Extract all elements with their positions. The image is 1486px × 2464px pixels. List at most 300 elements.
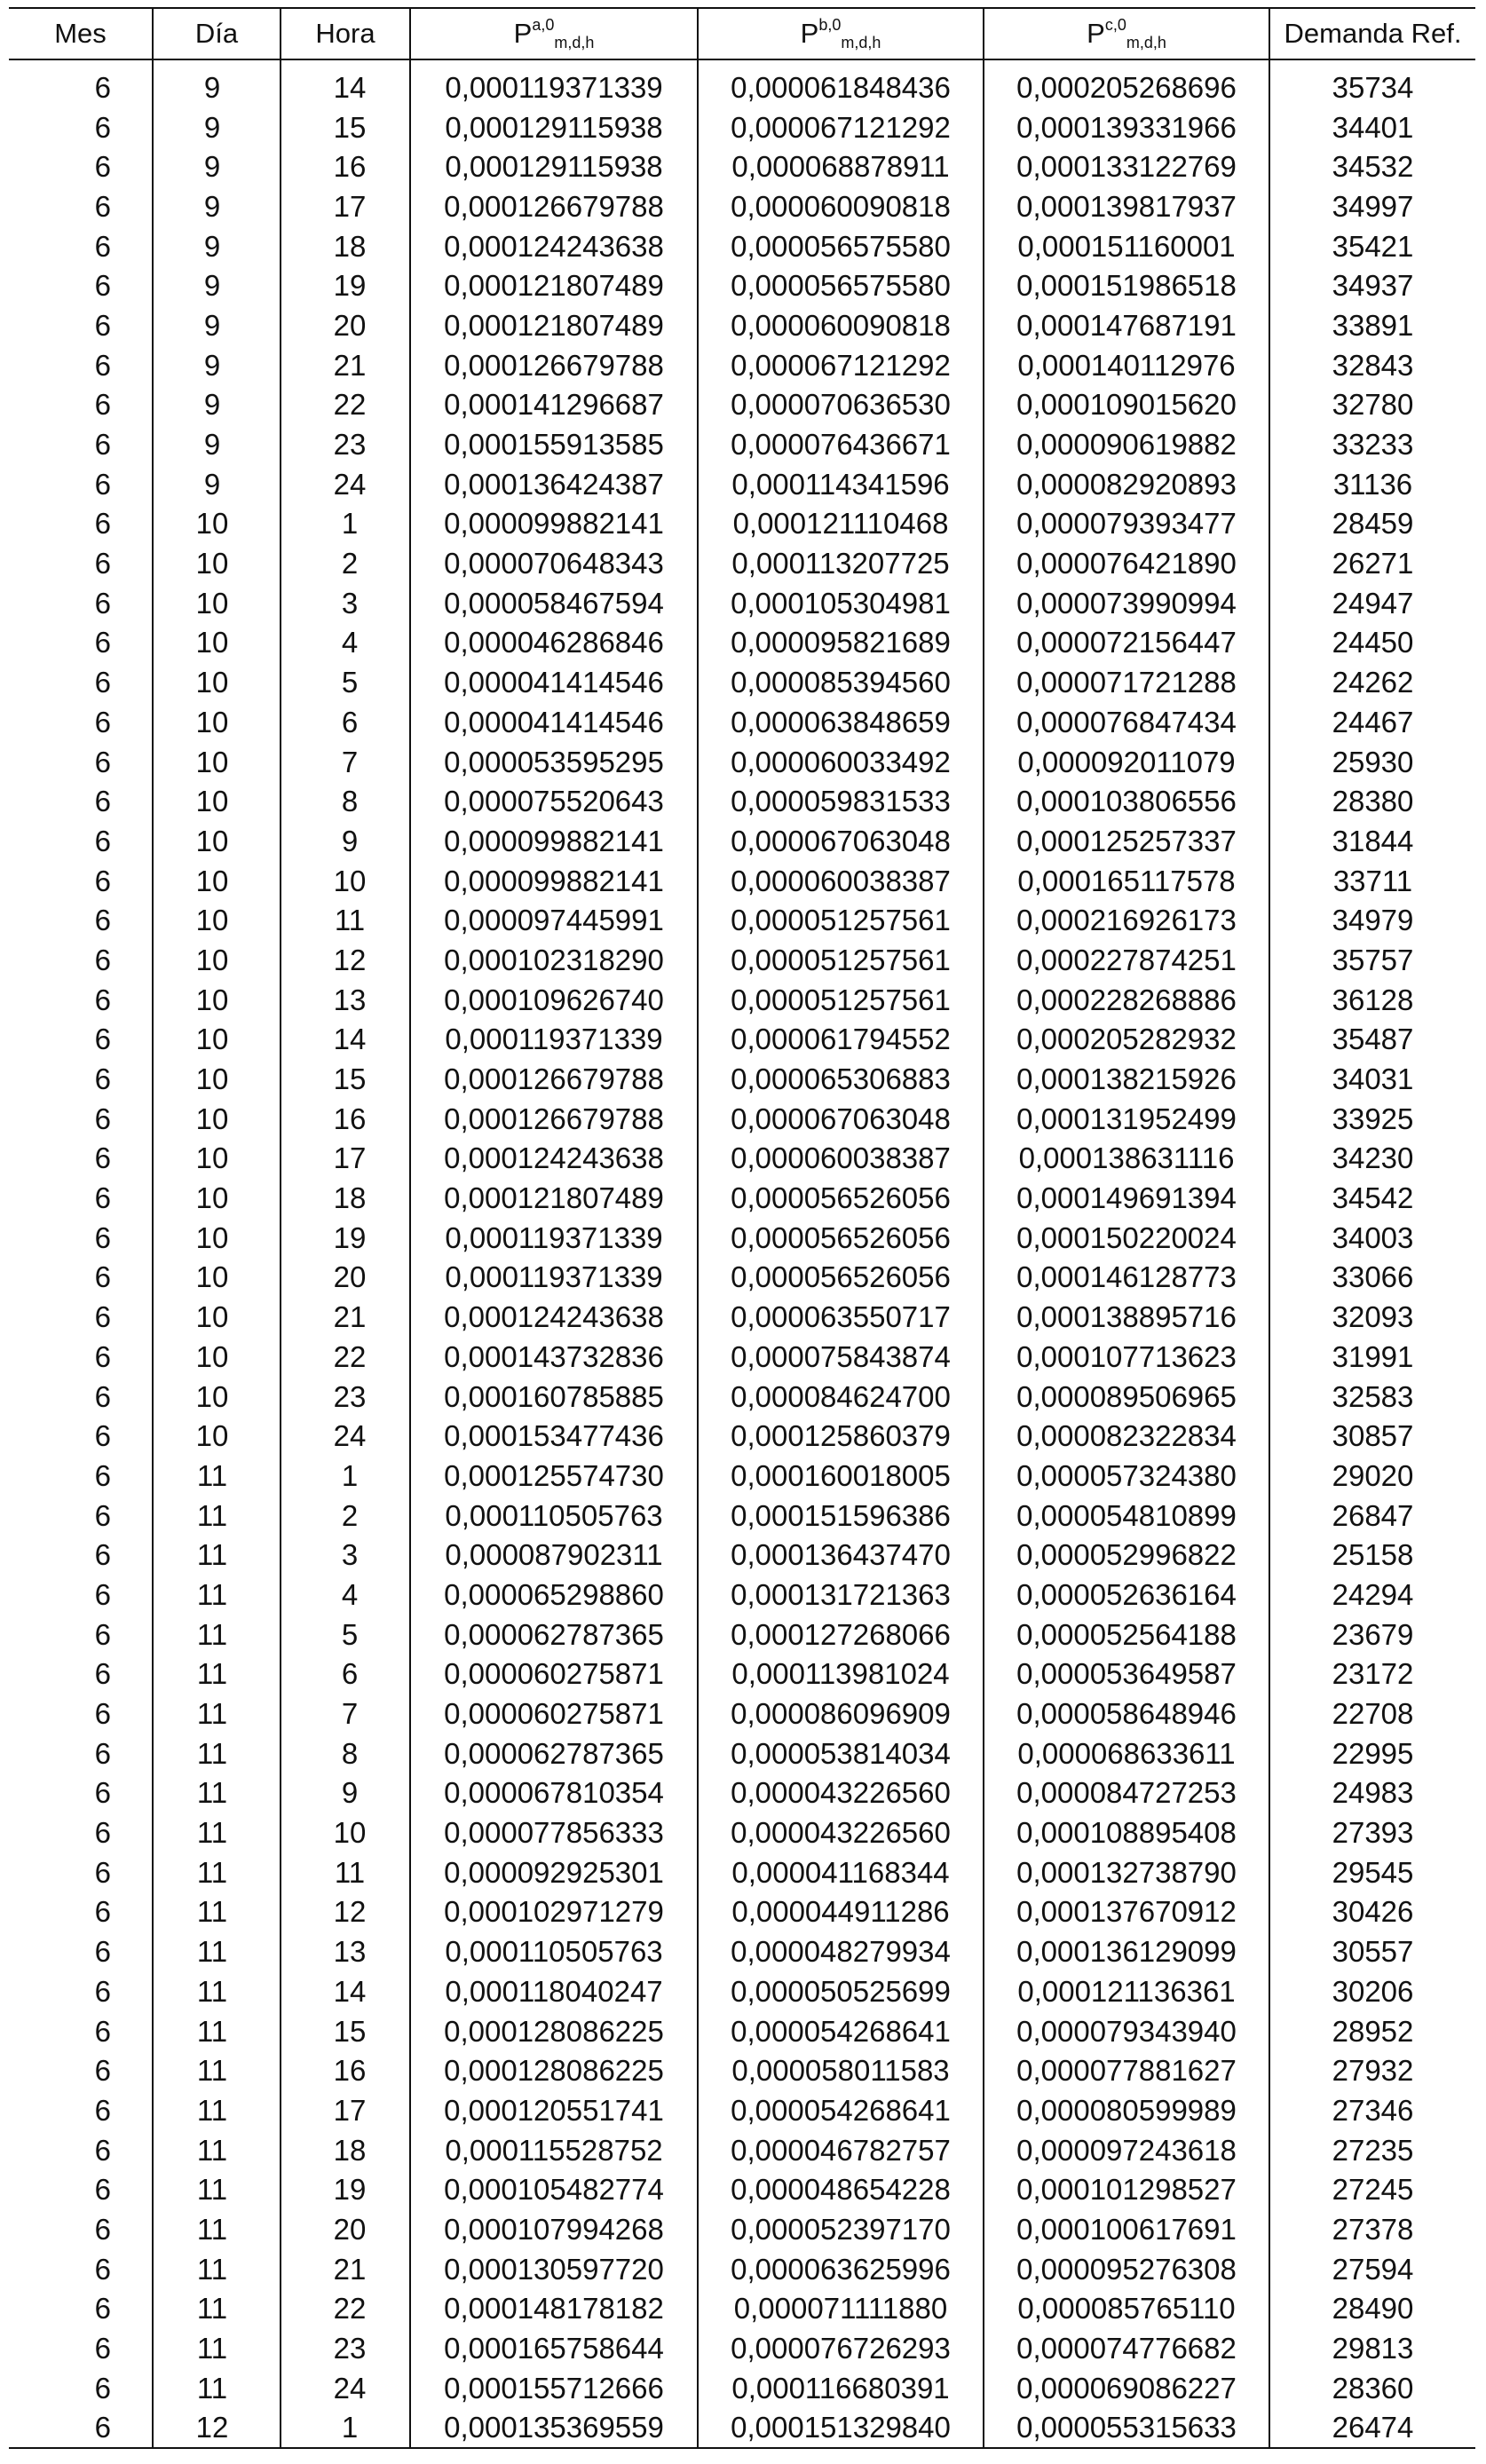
table-row (9, 2090, 1475, 2130)
cell-mes: 6 (94, 1339, 111, 1373)
cell-hora: 11 (281, 900, 410, 940)
cell-pb: 0,000060090818 (698, 305, 984, 345)
cell-pb: 0,000075843874 (698, 1337, 984, 1377)
cell-pc: 0,000149691394 (984, 1178, 1269, 1218)
cell-pa: 0,000119371339 (410, 1020, 698, 1060)
cell-pc: 0,000092011079 (984, 742, 1269, 782)
cell-dem: 34997 (1269, 186, 1475, 226)
cell-dia: 11 (153, 2050, 281, 2090)
cell-mes: 6 (94, 586, 111, 620)
cell-dia: 11 (153, 1733, 281, 1773)
cell-dia: 11 (153, 2209, 281, 2249)
cell-pc: 0,000052636164 (984, 1575, 1269, 1615)
cell-pa: 0,000041414546 (410, 702, 698, 742)
cell-pa: 0,000062787365 (410, 1615, 698, 1655)
table-row (9, 1377, 1475, 1417)
table-row (9, 583, 1475, 623)
cell-mes: 6 (94, 1895, 111, 1929)
cell-pa: 0,000060275871 (410, 1655, 698, 1694)
cell-pb: 0,000046782757 (698, 2130, 984, 2170)
table-row (9, 1655, 1475, 1694)
table-row (9, 940, 1475, 980)
cell-mes: 6 (94, 348, 111, 382)
cell-pc: 0,000054810899 (984, 1496, 1269, 1536)
cell-pb: 0,000061794552 (698, 1020, 984, 1060)
cell-dia: 9 (153, 305, 281, 345)
cell-dem: 28459 (1269, 504, 1475, 544)
cell-pa: 0,000126679788 (410, 1059, 698, 1099)
cell-pc: 0,000052996822 (984, 1535, 1269, 1575)
cell-dia: 10 (153, 1258, 281, 1298)
cell-mes: 6 (94, 110, 111, 144)
cell-dem: 32843 (1269, 345, 1475, 385)
cell-mes: 6 (94, 1697, 111, 1731)
cell-pb: 0,000048654228 (698, 2169, 984, 2209)
cell-dem: 28952 (1269, 2011, 1475, 2051)
cell-pb: 0,000051257561 (698, 940, 984, 980)
cell-dem: 33233 (1269, 424, 1475, 464)
cell-pb: 0,000061848436 (698, 59, 984, 107)
cell-pa: 0,000053595295 (410, 742, 698, 782)
cell-hora: 21 (281, 345, 410, 385)
header-pa-sub: m,d,h (554, 34, 595, 51)
cell-dem: 26474 (1269, 2408, 1475, 2449)
header-demanda: Demanda Ref. (1269, 8, 1475, 59)
cell-dem: 27245 (1269, 2169, 1475, 2209)
table-header (9, 8, 1475, 59)
cell-pa: 0,000141296687 (410, 385, 698, 425)
cell-pc: 0,000074776682 (984, 2328, 1269, 2368)
cell-pa: 0,000120551741 (410, 2090, 698, 2130)
table-row (9, 2328, 1475, 2368)
cell-dem: 33891 (1269, 305, 1475, 345)
cell-pc: 0,000139817937 (984, 186, 1269, 226)
table-row (9, 861, 1475, 901)
cell-mes: 6 (94, 1736, 111, 1770)
cell-mes: 6 (94, 1974, 111, 2008)
cell-hora: 17 (281, 1139, 410, 1179)
cell-hora: 9 (281, 821, 410, 861)
cell-pa: 0,000062787365 (410, 1733, 698, 1773)
cell-dem: 34532 (1269, 146, 1475, 186)
cell-mes: 6 (94, 1458, 111, 1492)
cell-dia: 10 (153, 900, 281, 940)
cell-mes: 6 (94, 745, 111, 778)
cell-dem: 34401 (1269, 107, 1475, 147)
cell-pc: 0,000165117578 (984, 861, 1269, 901)
cell-dia: 9 (153, 107, 281, 147)
cell-dia: 11 (153, 1575, 281, 1615)
cell-mes: 6 (94, 1855, 111, 1889)
cell-dia: 10 (153, 1059, 281, 1099)
cell-dem: 26847 (1269, 1496, 1475, 1536)
table-row (9, 345, 1475, 385)
table-row (9, 265, 1475, 305)
cell-pb: 0,000070636530 (698, 385, 984, 425)
table-row (9, 1575, 1475, 1615)
cell-mes: 6 (94, 2371, 111, 2405)
cell-pb: 0,000121110468 (698, 504, 984, 544)
cell-hora: 13 (281, 1931, 410, 1971)
cell-pb: 0,000053814034 (698, 1733, 984, 1773)
cell-hora: 6 (281, 702, 410, 742)
cell-dem: 22708 (1269, 1694, 1475, 1733)
cell-hora: 7 (281, 742, 410, 782)
cell-mes: 6 (94, 308, 111, 342)
table-row (9, 1099, 1475, 1139)
cell-pb: 0,000054268641 (698, 2090, 984, 2130)
cell-pb: 0,000060033492 (698, 742, 984, 782)
table-row (9, 504, 1475, 544)
cell-dem: 34003 (1269, 1218, 1475, 1258)
cell-hora: 5 (281, 1615, 410, 1655)
table-row (9, 662, 1475, 702)
header-pa-sup: a,0 (532, 16, 555, 34)
cell-dia: 11 (153, 2328, 281, 2368)
cell-pb: 0,000105304981 (698, 583, 984, 623)
cell-pc: 0,000082920893 (984, 464, 1269, 504)
table-row (9, 1218, 1475, 1258)
cell-dia: 10 (153, 980, 281, 1020)
cell-hora: 24 (281, 464, 410, 504)
cell-dia: 10 (153, 821, 281, 861)
cell-hora: 19 (281, 2169, 410, 2209)
cell-hora: 16 (281, 1099, 410, 1139)
cell-pa: 0,000060275871 (410, 1694, 698, 1733)
cell-mes: 6 (94, 1577, 111, 1611)
table-row (9, 2249, 1475, 2289)
cell-dia: 9 (153, 146, 281, 186)
cell-hora: 18 (281, 2130, 410, 2170)
cell-dia: 11 (153, 2289, 281, 2329)
cell-dem: 32093 (1269, 1297, 1475, 1337)
cell-hora: 1 (281, 1456, 410, 1496)
header-pb (698, 8, 984, 59)
cell-pa: 0,000119371339 (410, 1218, 698, 1258)
cell-pc: 0,000138631116 (984, 1139, 1269, 1179)
cell-mes: 6 (94, 189, 111, 223)
cell-pc: 0,000146128773 (984, 1258, 1269, 1298)
cell-pa: 0,000070648343 (410, 543, 698, 583)
cell-hora: 16 (281, 2050, 410, 2090)
cell-mes: 6 (94, 507, 111, 541)
cell-pa: 0,000125574730 (410, 1456, 698, 1496)
cell-hora: 9 (281, 1773, 410, 1813)
cell-dia: 10 (153, 583, 281, 623)
cell-hora: 7 (281, 1694, 410, 1733)
cell-dia: 10 (153, 1377, 281, 1417)
cell-pb: 0,000056575580 (698, 265, 984, 305)
header-pc (984, 8, 1269, 59)
table-row (9, 2011, 1475, 2051)
cell-pa: 0,000143732836 (410, 1337, 698, 1377)
cell-hora: 17 (281, 2090, 410, 2130)
cell-dia: 11 (153, 1535, 281, 1575)
cell-hora: 18 (281, 226, 410, 266)
cell-dem: 32780 (1269, 385, 1475, 425)
cell-pc: 0,000082322834 (984, 1416, 1269, 1456)
cell-pb: 0,000052397170 (698, 2209, 984, 2249)
cell-pb: 0,000113207725 (698, 543, 984, 583)
cell-pa: 0,000126679788 (410, 186, 698, 226)
cell-dia: 10 (153, 1178, 281, 1218)
table-row (9, 1931, 1475, 1971)
cell-pb: 0,000063550717 (698, 1297, 984, 1337)
cell-hora: 10 (281, 1812, 410, 1852)
cell-pa: 0,000102971279 (410, 1892, 698, 1932)
cell-dem: 31136 (1269, 464, 1475, 504)
cell-pb: 0,000127268066 (698, 1615, 984, 1655)
cell-hora: 20 (281, 2209, 410, 2249)
cell-dia: 9 (153, 265, 281, 305)
header-dia: Día (153, 8, 281, 59)
cell-hora: 18 (281, 1178, 410, 1218)
cell-pc: 0,000101298527 (984, 2169, 1269, 2209)
cell-pb: 0,000084624700 (698, 1377, 984, 1417)
cell-pc: 0,000084727253 (984, 1773, 1269, 1813)
cell-pb: 0,000041168344 (698, 1852, 984, 1892)
cell-hora: 15 (281, 2011, 410, 2051)
cell-pc: 0,000108895408 (984, 1812, 1269, 1852)
table-row (9, 1178, 1475, 1218)
cell-mes: 6 (94, 785, 111, 818)
cell-mes: 6 (94, 428, 111, 462)
cell-mes: 6 (94, 2054, 111, 2088)
cell-mes: 6 (94, 1141, 111, 1175)
cell-pc: 0,000121136361 (984, 1971, 1269, 2011)
cell-dem: 29813 (1269, 2328, 1475, 2368)
table-row (9, 1059, 1475, 1099)
cell-pc: 0,000147687191 (984, 305, 1269, 345)
cell-pb: 0,000065306883 (698, 1059, 984, 1099)
table-row (9, 781, 1475, 821)
header-pb-sub: m,d,h (841, 34, 881, 51)
cell-hora: 23 (281, 424, 410, 464)
table-body (9, 59, 1475, 2448)
cell-pc: 0,000216926173 (984, 900, 1269, 940)
cell-pa: 0,000126679788 (410, 1099, 698, 1139)
table-row (9, 2408, 1475, 2449)
cell-pb: 0,000056575580 (698, 226, 984, 266)
cell-dem: 27235 (1269, 2130, 1475, 2170)
cell-pc: 0,000133122769 (984, 146, 1269, 186)
cell-dia: 11 (153, 2130, 281, 2170)
cell-pa: 0,000153477436 (410, 1416, 698, 1456)
cell-pb: 0,000063848659 (698, 702, 984, 742)
cell-pa: 0,000126679788 (410, 345, 698, 385)
cell-pa: 0,000124243638 (410, 1297, 698, 1337)
cell-mes: 6 (94, 626, 111, 659)
cell-dem: 25158 (1269, 1535, 1475, 1575)
cell-pc: 0,000071721288 (984, 662, 1269, 702)
cell-pa: 0,000099882141 (410, 861, 698, 901)
cell-pa: 0,000136424387 (410, 464, 698, 504)
table-row (9, 305, 1475, 345)
cell-hora: 23 (281, 2328, 410, 2368)
cell-hora: 2 (281, 543, 410, 583)
cell-pa: 0,000110505763 (410, 1931, 698, 1971)
cell-mes: 6 (9, 2408, 153, 2449)
cell-hora: 17 (281, 186, 410, 226)
cell-pc: 0,000137670912 (984, 1892, 1269, 1932)
cell-pa: 0,000067810354 (410, 1773, 698, 1813)
cell-pa: 0,000046286846 (410, 623, 698, 663)
cell-pb: 0,000051257561 (698, 900, 984, 940)
cell-pb: 0,000043226560 (698, 1812, 984, 1852)
cell-mes: 6 (94, 1816, 111, 1850)
cell-dia: 9 (153, 59, 281, 107)
cell-dem: 35421 (1269, 226, 1475, 266)
cell-hora: 15 (281, 107, 410, 147)
cell-pc: 0,000069086227 (984, 2368, 1269, 2408)
cell-dia: 9 (153, 385, 281, 425)
table-row (9, 424, 1475, 464)
cell-mes: 6 (94, 1935, 111, 1969)
cell-pb: 0,000058011583 (698, 2050, 984, 2090)
cell-pb: 0,000113981024 (698, 1655, 984, 1694)
header-pc-sub: m,d,h (1126, 34, 1166, 51)
cell-hora: 3 (281, 1535, 410, 1575)
cell-pc: 0,000227874251 (984, 940, 1269, 980)
cell-dia: 10 (153, 1218, 281, 1258)
cell-hora: 22 (281, 1337, 410, 1377)
cell-pa: 0,000128086225 (410, 2011, 698, 2051)
cell-mes: 6 (94, 1102, 111, 1135)
cell-dem: 36128 (1269, 980, 1475, 1020)
table-row (9, 107, 1475, 147)
cell-pb: 0,000056526056 (698, 1178, 984, 1218)
cell-dem: 34937 (1269, 265, 1475, 305)
table-row (9, 2209, 1475, 2249)
cell-dem: 27594 (1269, 2249, 1475, 2289)
cell-pa: 0,000058467594 (410, 583, 698, 623)
cell-pc: 0,000132738790 (984, 1852, 1269, 1892)
cell-pc: 0,000079393477 (984, 504, 1269, 544)
cell-pc: 0,000205268696 (984, 59, 1269, 107)
table-row (9, 1456, 1475, 1496)
cell-mes: 6 (94, 2252, 111, 2286)
cell-hora: 1 (281, 504, 410, 544)
cell-mes: 6 (94, 2212, 111, 2246)
table-row (9, 2169, 1475, 2209)
header-mes: Mes (9, 8, 153, 59)
cell-dia: 10 (153, 662, 281, 702)
cell-pa: 0,000124243638 (410, 1139, 698, 1179)
cell-dia: 11 (153, 1496, 281, 1536)
cell-dem: 23172 (1269, 1655, 1475, 1694)
cell-pb: 0,000067063048 (698, 821, 984, 861)
header-pb-base: P (800, 18, 819, 49)
cell-hora: 21 (281, 2249, 410, 2289)
cell-pc: 0,000140112976 (984, 345, 1269, 385)
cell-dia: 10 (153, 543, 281, 583)
cell-dem: 27346 (1269, 2090, 1475, 2130)
cell-dem: 24262 (1269, 662, 1475, 702)
cell-dem: 24467 (1269, 702, 1475, 742)
cell-dem: 29020 (1269, 1456, 1475, 1496)
cell-dia: 11 (153, 1694, 281, 1733)
table-row (9, 186, 1475, 226)
cell-pa: 0,000155913585 (410, 424, 698, 464)
header-hora: Hora (281, 8, 410, 59)
cell-mes: 6 (94, 2093, 111, 2127)
cell-pb: 0,000086096909 (698, 1694, 984, 1733)
cell-dem: 27378 (1269, 2209, 1475, 2249)
cell-dem: 34031 (1269, 1059, 1475, 1099)
table-row (9, 1416, 1475, 1456)
cell-pc: 0,000052564188 (984, 1615, 1269, 1655)
cell-hora: 24 (281, 1416, 410, 1456)
cell-mes: 6 (94, 2292, 111, 2326)
table-row (9, 900, 1475, 940)
cell-pa: 0,000130597720 (410, 2249, 698, 2289)
table-row (9, 742, 1475, 782)
cell-dem: 24450 (1269, 623, 1475, 663)
cell-mes: 6 (94, 388, 111, 422)
cell-dem: 31844 (1269, 821, 1475, 861)
cell-pc: 0,000205282932 (984, 1020, 1269, 1060)
cell-dia: 11 (153, 2249, 281, 2289)
cell-pa: 0,000041414546 (410, 662, 698, 702)
cell-pb: 0,000085394560 (698, 662, 984, 702)
cell-mes: 6 (94, 1419, 111, 1453)
cell-pc: 0,000055315633 (984, 2408, 1269, 2449)
cell-pc: 0,000136129099 (984, 1931, 1269, 1971)
cell-pc: 0,000058648946 (984, 1694, 1269, 1733)
cell-pb: 0,000056526056 (698, 1258, 984, 1298)
cell-mes: 6 (94, 1062, 111, 1096)
cell-pa: 0,000075520643 (410, 781, 698, 821)
cell-pc: 0,000068633611 (984, 1733, 1269, 1773)
table-row (9, 2050, 1475, 2090)
cell-dem: 34979 (1269, 900, 1475, 940)
cell-dia: 10 (153, 1297, 281, 1337)
cell-dem: 27393 (1269, 1812, 1475, 1852)
cell-dia: 11 (153, 1655, 281, 1694)
cell-pc: 0,000090619882 (984, 424, 1269, 464)
cell-dem: 34230 (1269, 1139, 1475, 1179)
cell-pb: 0,000048279934 (698, 1931, 984, 1971)
cell-pb: 0,000136437470 (698, 1535, 984, 1575)
cell-mes: 6 (94, 666, 111, 699)
cell-pb: 0,000095821689 (698, 623, 984, 663)
cell-pb: 0,000060038387 (698, 1139, 984, 1179)
cell-pb: 0,000043226560 (698, 1773, 984, 1813)
cell-dia: 11 (153, 2368, 281, 2408)
cell-pa: 0,000121807489 (410, 1178, 698, 1218)
cell-dem: 23679 (1269, 1615, 1475, 1655)
cell-mes: 6 (94, 269, 111, 303)
cell-dem: 31991 (1269, 1337, 1475, 1377)
cell-dia: 10 (153, 702, 281, 742)
cell-dia: 12 (153, 2408, 281, 2449)
cell-pc: 0,000151986518 (984, 265, 1269, 305)
table-row (9, 1258, 1475, 1298)
cell-mes: 6 (94, 547, 111, 580)
cell-pc: 0,000095276308 (984, 2249, 1269, 2289)
cell-pb: 0,000054268641 (698, 2011, 984, 2051)
header-row (9, 8, 1475, 59)
cell-dia: 10 (153, 1416, 281, 1456)
cell-hora: 11 (281, 1852, 410, 1892)
cell-dia: 10 (153, 504, 281, 544)
table-row (9, 1337, 1475, 1377)
cell-mes: 6 (94, 229, 111, 263)
cell-pc: 0,000089506965 (984, 1377, 1269, 1417)
cell-hora: 20 (281, 1258, 410, 1298)
table-row (9, 1535, 1475, 1575)
cell-pc: 0,000228268886 (984, 980, 1269, 1020)
